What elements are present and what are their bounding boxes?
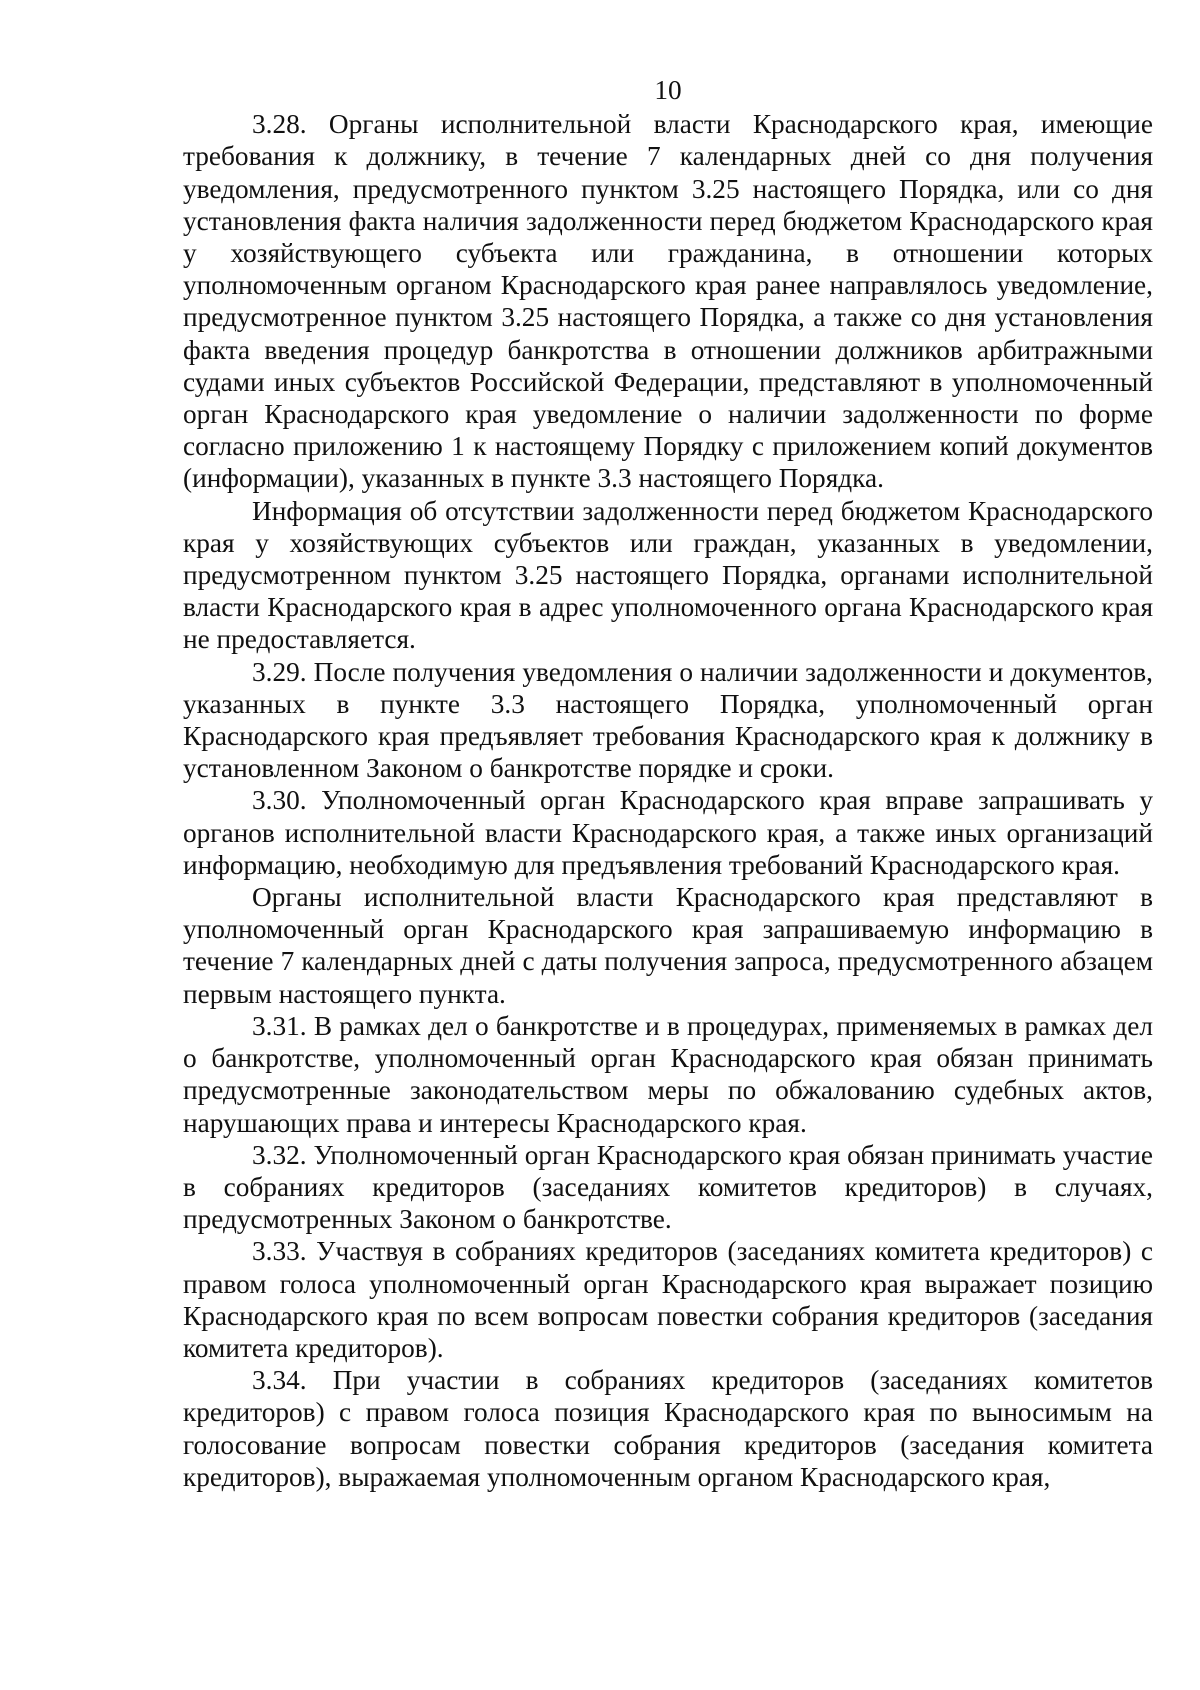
paragraph-3-28-info: Информация об отсутствии задолженности перед бюджетом Краснодарского края у хозяйствующих субъектов или граждан, указанных в уведомлении, предусмотренном пунктом 3.25 настоящего Порядка, органами исполнительной власти Краснодарского края в адрес уполномоченного органа Краснодарского края не предоставляется. (183, 495, 1153, 655)
page-number: 10 (654, 75, 682, 105)
paragraph-3-28: 3.28. Органы исполнительной власти Краснодарского края, имеющие требования к должнику, в течение 7 календарных дней со дня получения уведомления, предусмотренного пунктом 3.25 настоящего Порядка, или со дня установления факта наличия задолженности перед бюджетом Краснодарского края у хозяйствующего субъекта или гражданина, в отношении которых уполномоченным органом Краснодарского края ранее направлялось уведомление, предусмотренное пунктом 3.25 настоящего Порядка, а также со дня установления факта введения процедур банкротства в отношении должников арбитражными судами иных субъектов Российской Федерации, представляют в уполномоченный орган Краснодарского края уведомление о наличии задолженности по форме согласно приложению 1 к настоящему Порядку с приложением копий документов (информации), указанных в пункте 3.3 настоящего Порядка. (183, 109, 1153, 494)
paragraph-3-30: 3.30. Уполномоченный орган Краснодарского края вправе запрашивать у органов исполнительной власти Краснодарского края, а также иных организаций информацию, необходимую для предъявления требований Краснодарского края. (183, 785, 1153, 880)
paragraph-3-33: 3.33. Участвуя в собраниях кредиторов (заседаниях комитета кредиторов) с правом голоса уполномоченный орган Краснодарского края выражает позицию Краснодарского края по всем вопросам повестки собрания кредиторов (заседания комитета кредиторов). (183, 1236, 1153, 1363)
paragraph-3-29: 3.29. После получения уведомления о наличии задолженности и документов, указанных в пункте 3.3 настоящего Порядка, уполномоченный орган Краснодарского края предъявляет требования Краснодарского края к должнику в установленном Законом о банкротстве порядке и сроки. (183, 656, 1153, 784)
document-page (183, 74, 1153, 1493)
paragraph-3-31: 3.31. В рамках дел о банкротстве и в процедурах, применяемых в рамках дел о банкротстве, уполномоченный орган Краснодарского края обязан принимать предусмотренные законодательством меры по обжалованию судебных актов, нарушающих права и интересы Краснодарского края. (183, 1010, 1153, 1138)
paragraph-3-34: 3.34. При участии в собраниях кредиторов (заседаниях комитетов кредиторов) с правом голоса позиция Краснодарского края по выносимым на голосование вопросам повестки собрания кредиторов (заседания комитета кредиторов), выражаемая уполномоченным органом Краснодарского края, (183, 1365, 1153, 1492)
paragraph-3-30-response: Органы исполнительной власти Краснодарского края представляют в уполномоченный орган Краснодарского края запрашиваемую информацию в течение 7 календарных дней с даты получения запроса, предусмотренного абзацем первым настоящего пункта. (183, 882, 1153, 1009)
paragraph-3-32: 3.32. Уполномоченный орган Краснодарского края обязан принимать участие в собраниях кредиторов (заседаниях комитетов кредиторов) в случаях, предусмотренных Законом о банкротстве. (183, 1139, 1153, 1235)
